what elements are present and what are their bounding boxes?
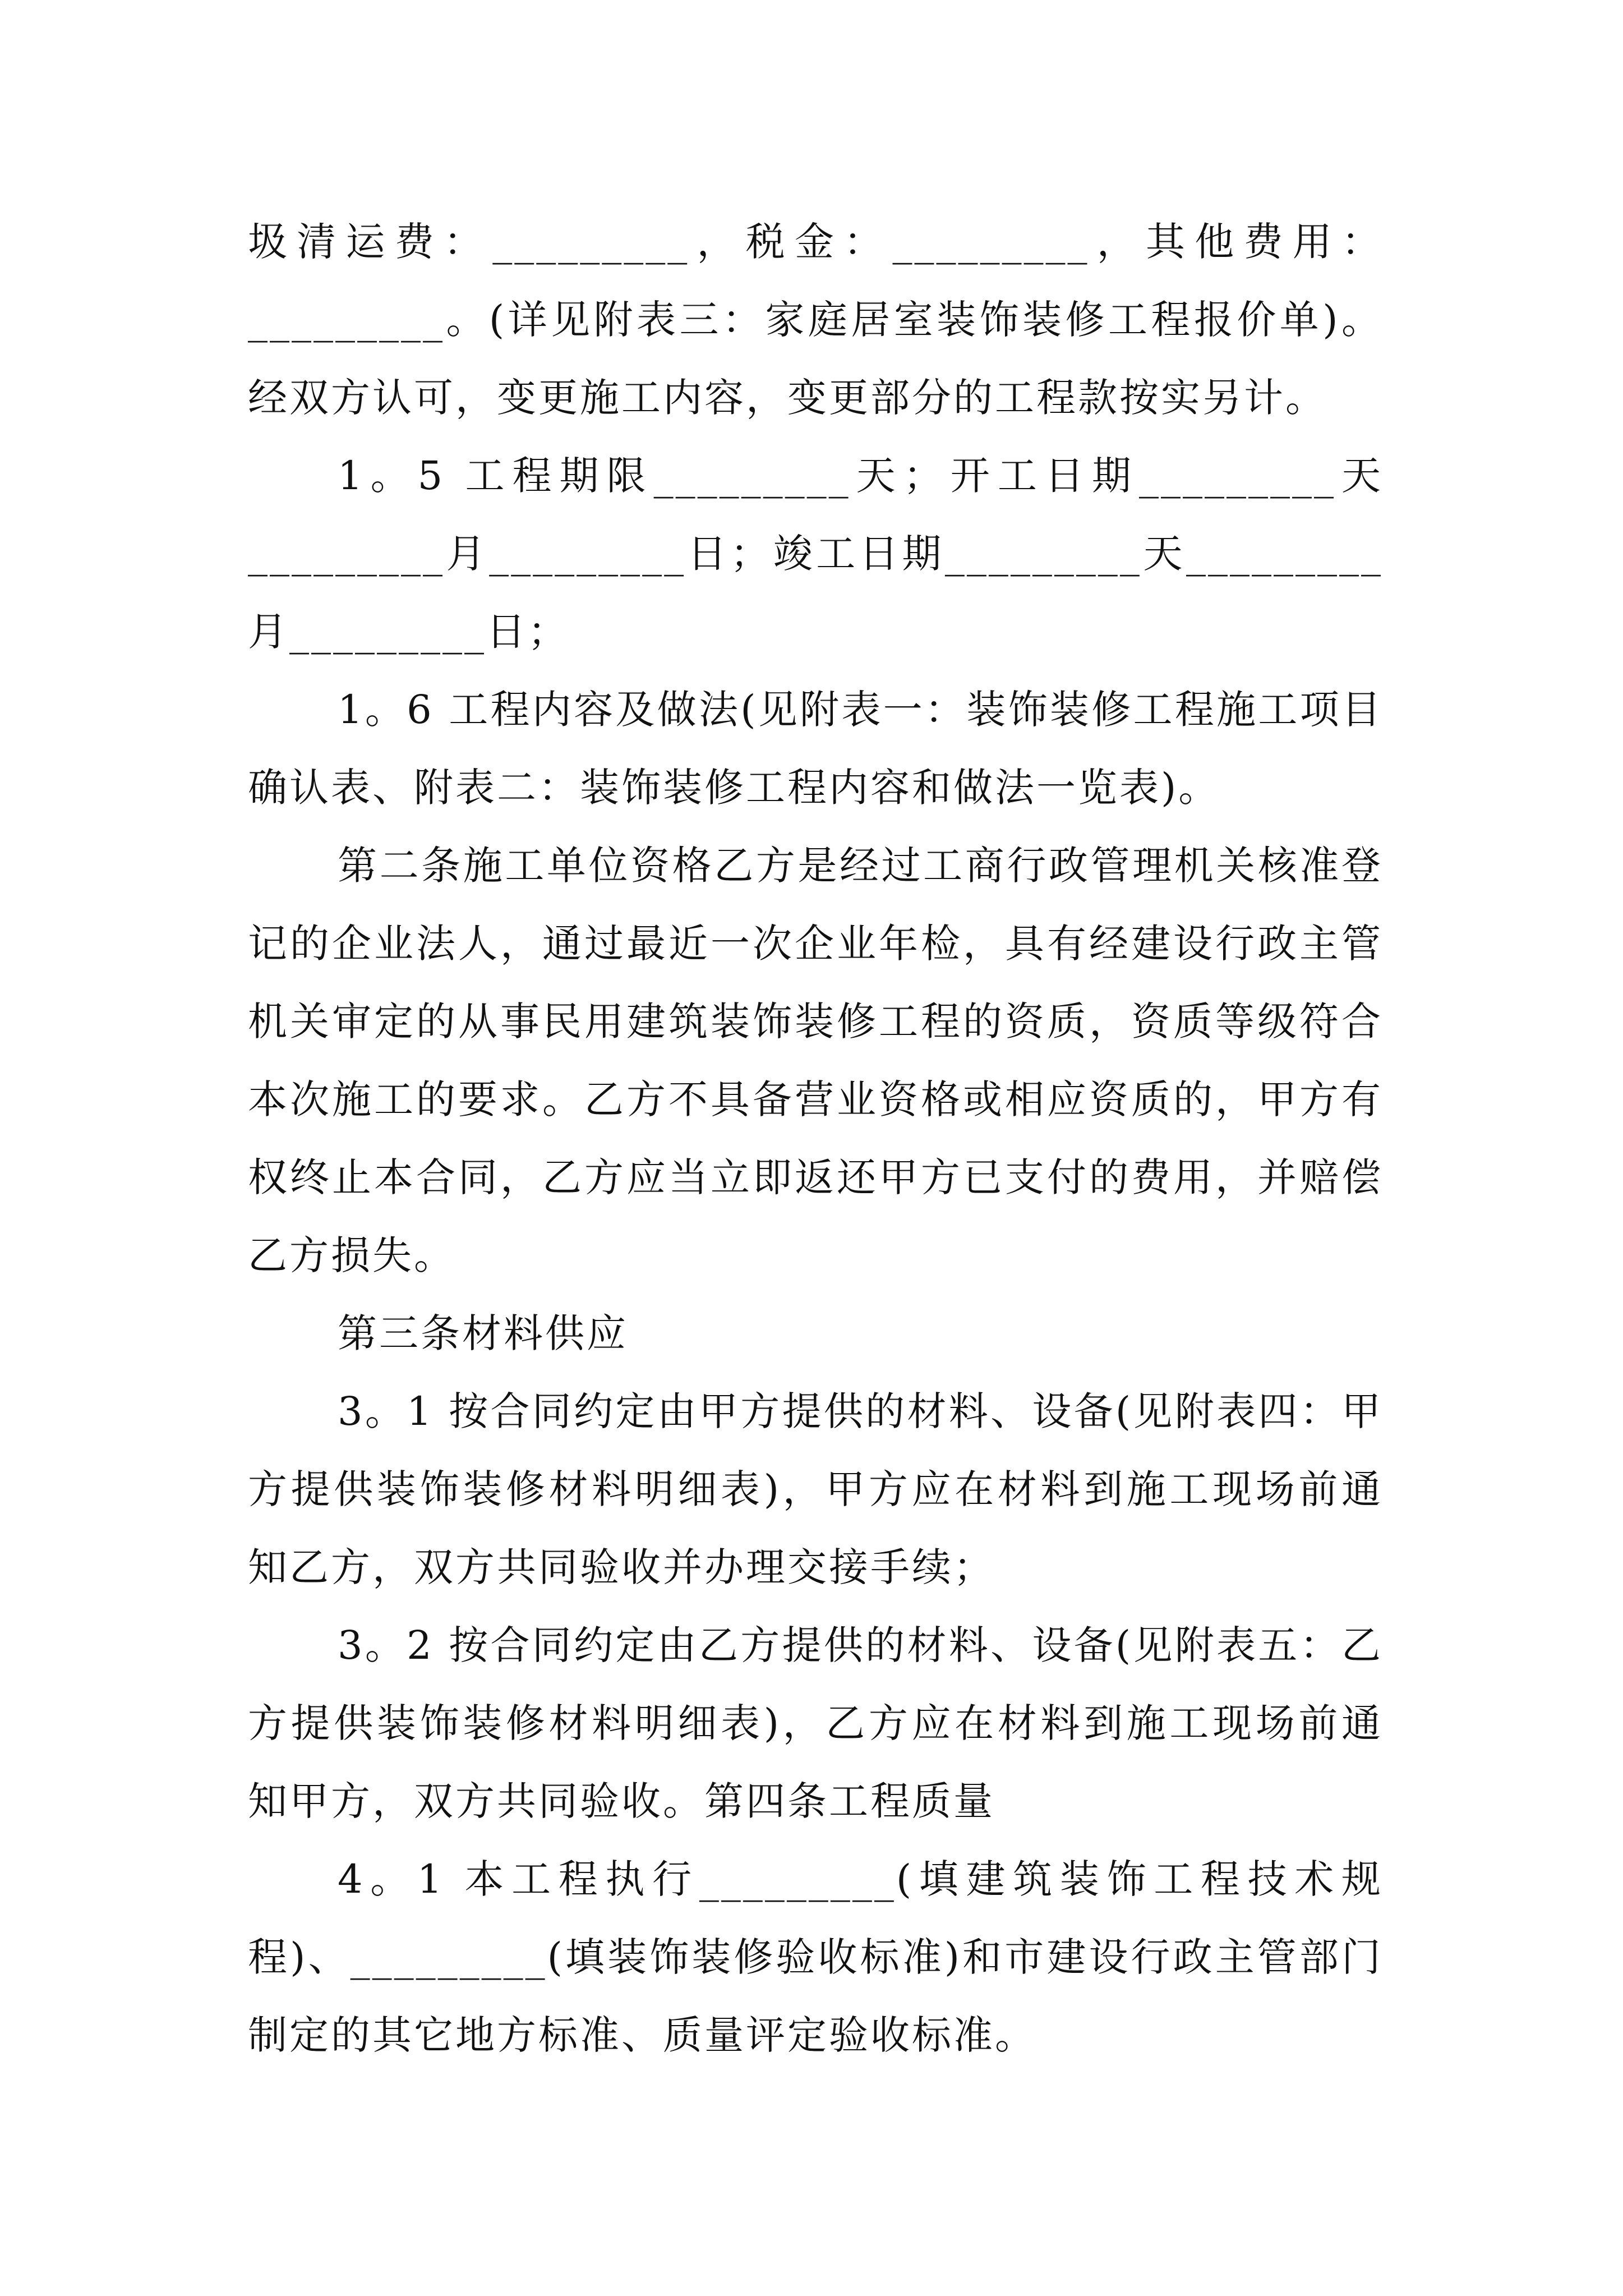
paragraph-3-1: 3。1 按合同约定由甲方提供的材料、设备(见附表四：甲方提供装饰装修材料明细表)，甲方应在材料到施工现场前通知乙方，双方共同验收并办理交接手续； <box>248 1388 1383 1590</box>
paragraph-fees: 圾清运费：_________，税金：_________，其他费用：_________。(详见附表三：家庭居室装饰装修工程报价单)。经双方认可，变更施工内容，变更部分的工程款按实另计。 <box>248 219 1383 421</box>
contract-text-body <box>248 203 1383 2074</box>
paragraph-1-5-schedule: 1。5 工程期限_________天；开工日期_________天_________月_________日；竣工日期_________天_________月_________日； <box>248 453 1383 655</box>
paragraph-article-2: 第二条施工单位资格乙方是经过工商行政管理机关核准登记的企业法人，通过最近一次企业年检，具有经建设行政主管机关审定的从事民用建筑装饰装修工程的资质，资质等级符合本次施工的要求。乙方不具备营业资格或相应资质的，甲方有权终止本合同，乙方应当立即返还甲方已支付的费用，并赔偿乙方损失。 <box>248 843 1383 1278</box>
paragraph-4-1: 4。1 本工程执行_________(填建筑装饰工程技术规程)、_________(填装饰装修验收标准)和市建设行政主管部门制定的其它地方标准、质量评定验收标准。 <box>248 1856 1383 2058</box>
paragraph-3-2: 3。2 按合同约定由乙方提供的材料、设备(见附表五：乙方提供装饰装修材料明细表)，乙方应在材料到施工现场前通知甲方，双方共同验收。第四条工程质量 <box>248 1622 1383 1824</box>
paragraph-article-3-heading: 第三条材料供应 <box>338 1310 628 1356</box>
paragraph-1-6-content: 1。6 工程内容及做法(见附表一：装饰装修工程施工项目确认表、附表二：装饰装修工程内容和做法一览表)。 <box>248 687 1383 811</box>
